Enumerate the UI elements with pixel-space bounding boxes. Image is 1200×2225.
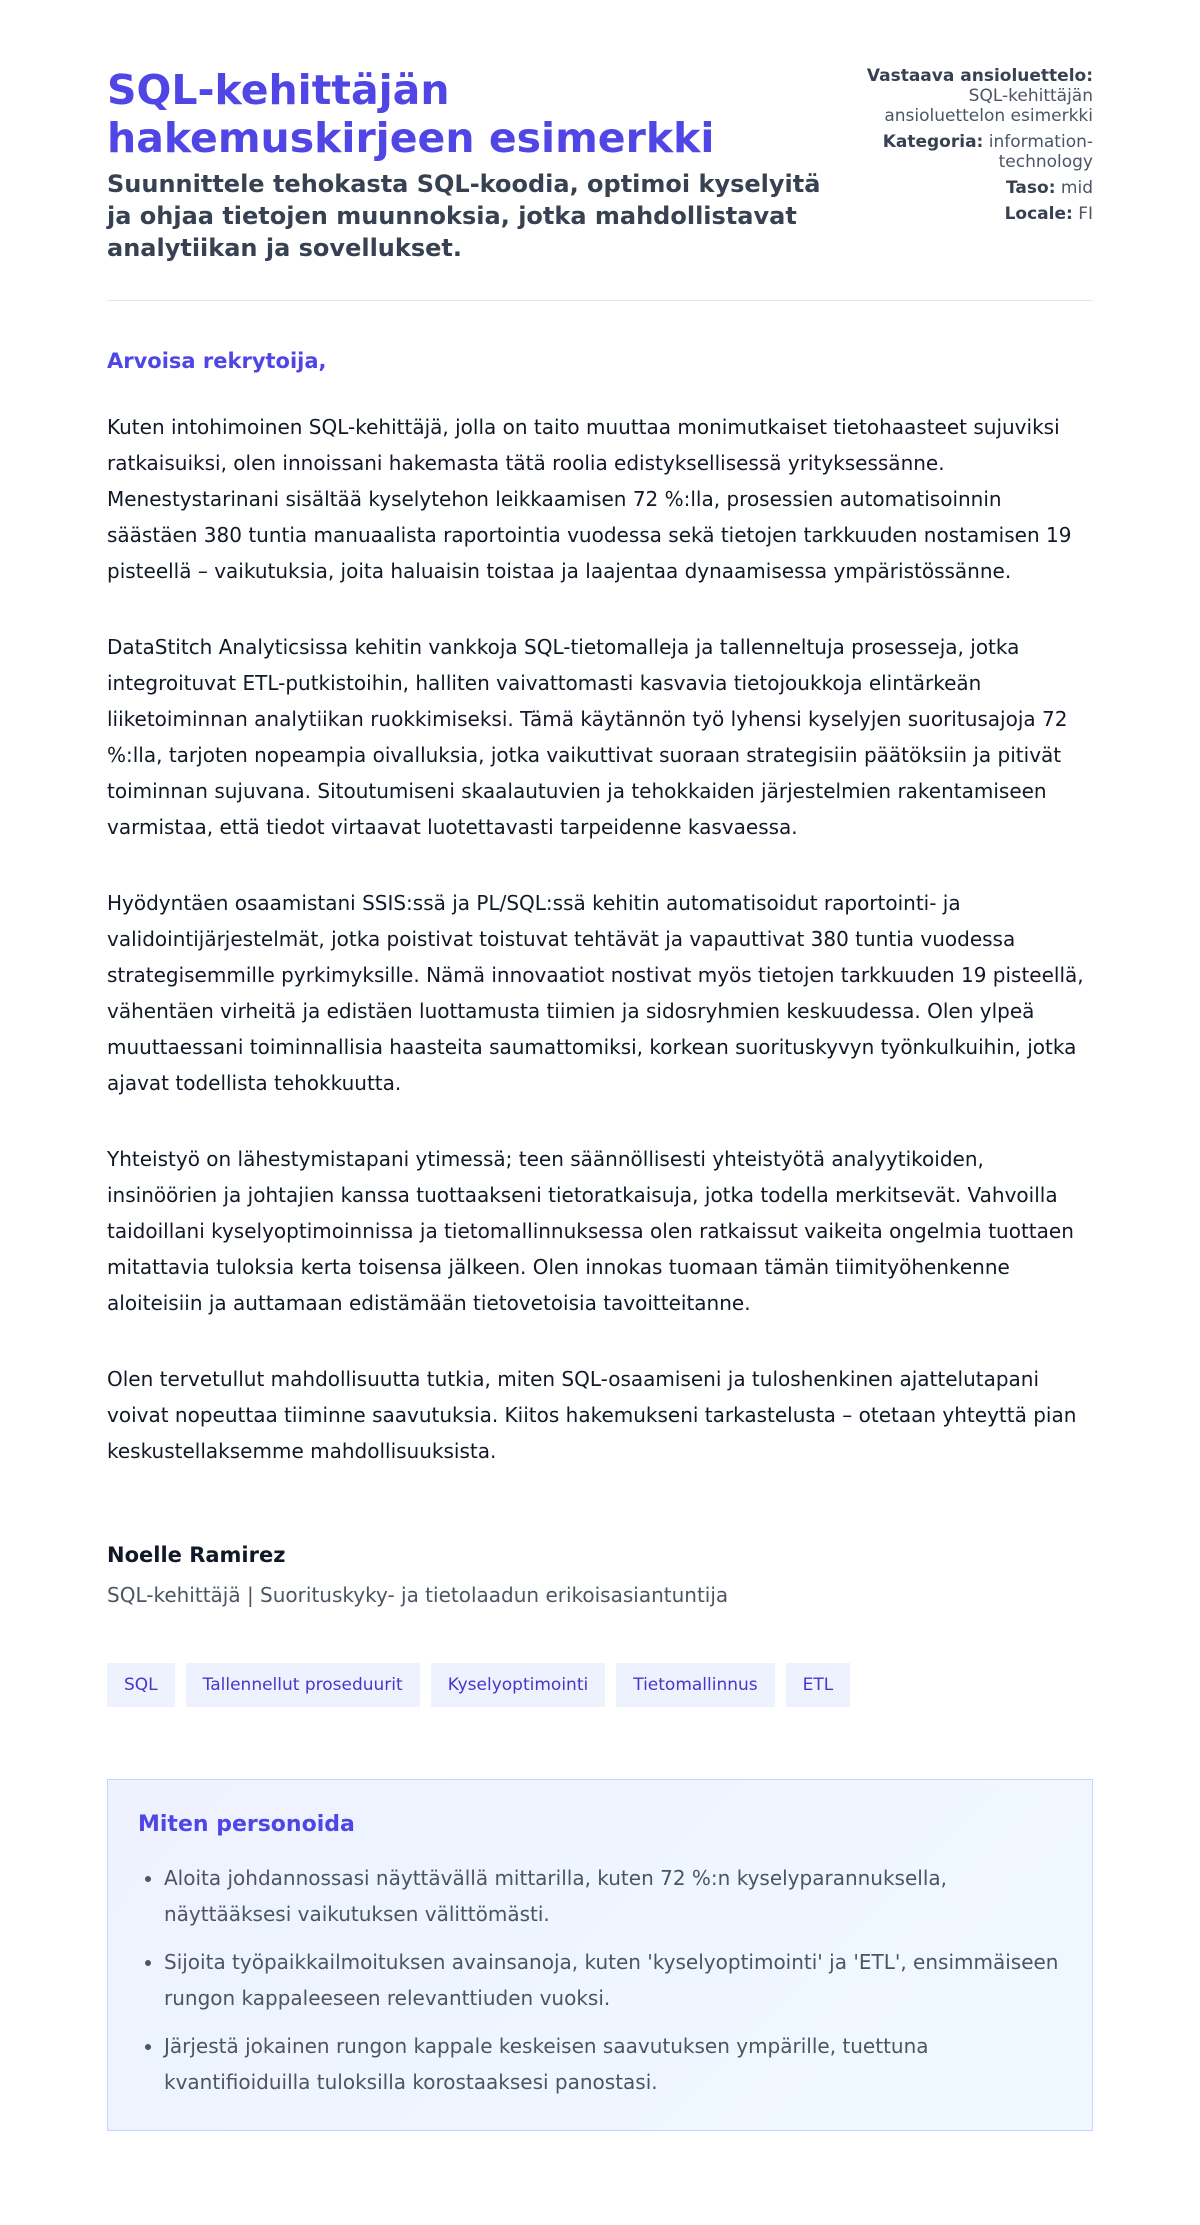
- meta-category-label: Kategoria:: [882, 132, 984, 152]
- skill-tag: ETL: [786, 1663, 851, 1707]
- meta-resume-label: Vastaava ansioluettelo:: [866, 66, 1093, 86]
- meta-locale-value: FI: [1078, 204, 1093, 224]
- letter-paragraph: DataStitch Analyticsissa kehitin vankkoja SQL-tietomalleja ja tallenneltuja prosesseja, jotka integroituvat ETL-putkistoihin, halliten vaivattomasti kasvavia tietojoukkoja elintärkeän liiketoiminnan analytiikan ruokkimiseksi. Tämä käytännön työ lyhensi kyselyjen suoritusajoja 72 %:lla, tarjoten nopeampia oivalluksia, jotka vaikuttivat suoraan strategisiin päätöksiin ja pitivät toiminnan sujuvana. Sitoutumiseni skaalautuvien ja tehokkaiden järjestelmien rakentamiseen varmistaa, että tiedot virtaavat luotettavasti tarpeidenne kasvaessa.: [107, 635, 1068, 839]
- page-title: SQL-kehittäjän hakemuskirjeen esimerkki: [107, 66, 715, 162]
- skill-tag: Kyselyoptimointi: [431, 1663, 606, 1707]
- meta-locale: [843, 204, 1093, 224]
- letter-paragraph: Yhteistyö on lähestymistapani ytimessä; teen säännöllisesti yhteistyötä analyytikoiden, insinöörien ja johtajien kanssa tuottaakseni tietoratkaisuja, jotka todella merkitsevät. Vahvoilla taidoillani kyselyoptimoinnissa ja tietomallinnuksessa olen ratkaissut vaikeita ongelmia tuottaen mitattavia tuloksia kerta toisensa jälkeen. Olen innokas tuomaan tämän tiimityöhenkenne aloiteisiin ja auttamaan edistämään tietovetoisia tavoitteitanne.: [107, 1147, 1074, 1315]
- meta-category: [843, 132, 1093, 172]
- page-subtitle: Suunnittele tehokasta SQL-koodia, optimoi kyselyitä ja ohjaa tietojen muunnoksia, jotka mahdollistavat analytiikan ja sovellukset.: [107, 170, 821, 262]
- meta-resume-value: SQL-kehittäjän ansioluettelon esimerkki: [884, 86, 1093, 126]
- letter-paragraph: Olen tervetullut mahdollisuutta tutkia, miten SQL-osaamiseni ja tuloshenkinen ajattelutapani voivat nopeuttaa tiiminne saavutuksia. Kiitos hakemukseni tarkastelusta – otetaan yhteyttä pian keskustellaksemme mahdollisuuksista.: [107, 1367, 1077, 1463]
- tips-list: [138, 1860, 1062, 2100]
- meta-category-value: information-technology: [988, 132, 1093, 172]
- signature-name: Noelle Ramirez: [107, 1543, 286, 1567]
- tip-item: • Järjestä jokainen rungon kappale keskeisen saavutuksen ympärille, tuettuna kvantifioiduilla tuloksilla korostaaksesi panostasi.: [164, 2028, 1062, 2100]
- meta-resume: [843, 66, 1093, 126]
- meta-panel: [843, 66, 1093, 230]
- title-block: [107, 66, 827, 264]
- letter-body: [107, 301, 1093, 1469]
- signature: [107, 1541, 1093, 1609]
- skill-tag: SQL: [107, 1663, 175, 1707]
- meta-level-label: Taso:: [1006, 178, 1056, 198]
- meta-level: [843, 178, 1093, 198]
- letter-paragraph: Hyödyntäen osaamistani SSIS:ssä ja PL/SQL:ssä kehitin automatisoidut raportointi- ja validointijärjestelmät, jotka poistivat toistuvat tehtävät ja vapauttivat 380 tuntia vuodessa strategisemmille pyrkimyksille. Nämä innovaatiot nostivat myös tietojen tarkkuuden 19 pisteellä, vähentäen virheitä ja edistäen luottamusta tiimien ja sidosryhmien keskuudessa. Olen ylpeä muuttaessani toiminnallisia haasteita saumattomiksi, korkean suorituskyvyn työnkulkuihin, jotka ajavat todellista tehokkuutta.: [107, 891, 1084, 1095]
- salutation: Arvoisa rekrytoija,: [107, 349, 327, 373]
- meta-locale-label: Locale:: [1004, 204, 1073, 224]
- tip-item: • Aloita johdannossasi näyttävällä mittarilla, kuten 72 %:n kyselyparannuksella, näyttääksesi vaikutuksen välittömästi.: [164, 1860, 1062, 1932]
- skill-tags: [107, 1663, 1093, 1707]
- signature-role: SQL-kehittäjä | Suorituskyky- ja tietolaadun erikoisasiantuntija: [107, 1583, 729, 1607]
- tip-item: • Sijoita työpaikkailmoituksen avainsanoja, kuten 'kyselyoptimointi' ja 'ETL', ensimmäiseen rungon kappaleeseen relevanttiuden vuoksi.: [164, 1944, 1062, 2016]
- page-header: [107, 66, 1093, 301]
- skill-tag: Tallennellut proseduurit: [186, 1663, 420, 1707]
- meta-level-value: mid: [1060, 178, 1093, 198]
- skill-tag: Tietomallinnus: [616, 1663, 774, 1707]
- tips-title: Miten personoida: [138, 1812, 355, 1837]
- letter-paragraph: Kuten intohimoinen SQL-kehittäjä, jolla on taito muuttaa monimutkaiset tietohaasteet sujuviksi ratkaisuiksi, olen innoissani hakemasta tätä roolia edistyksellisessä yrityksessänne. Menestystarinani sisältää kyselytehon leikkaamisen 72 %:lla, prosessien automatisoinnin säästäen 380 tuntia manuaalista raportointia vuodessa sekä tietojen tarkkuuden nostamisen 19 pisteellä – vaikutuksia, joita haluaisin toistaa ja laajentaa dynaamisessa ympäristössänne.: [107, 415, 1072, 583]
- personalization-tips: [107, 1779, 1093, 2131]
